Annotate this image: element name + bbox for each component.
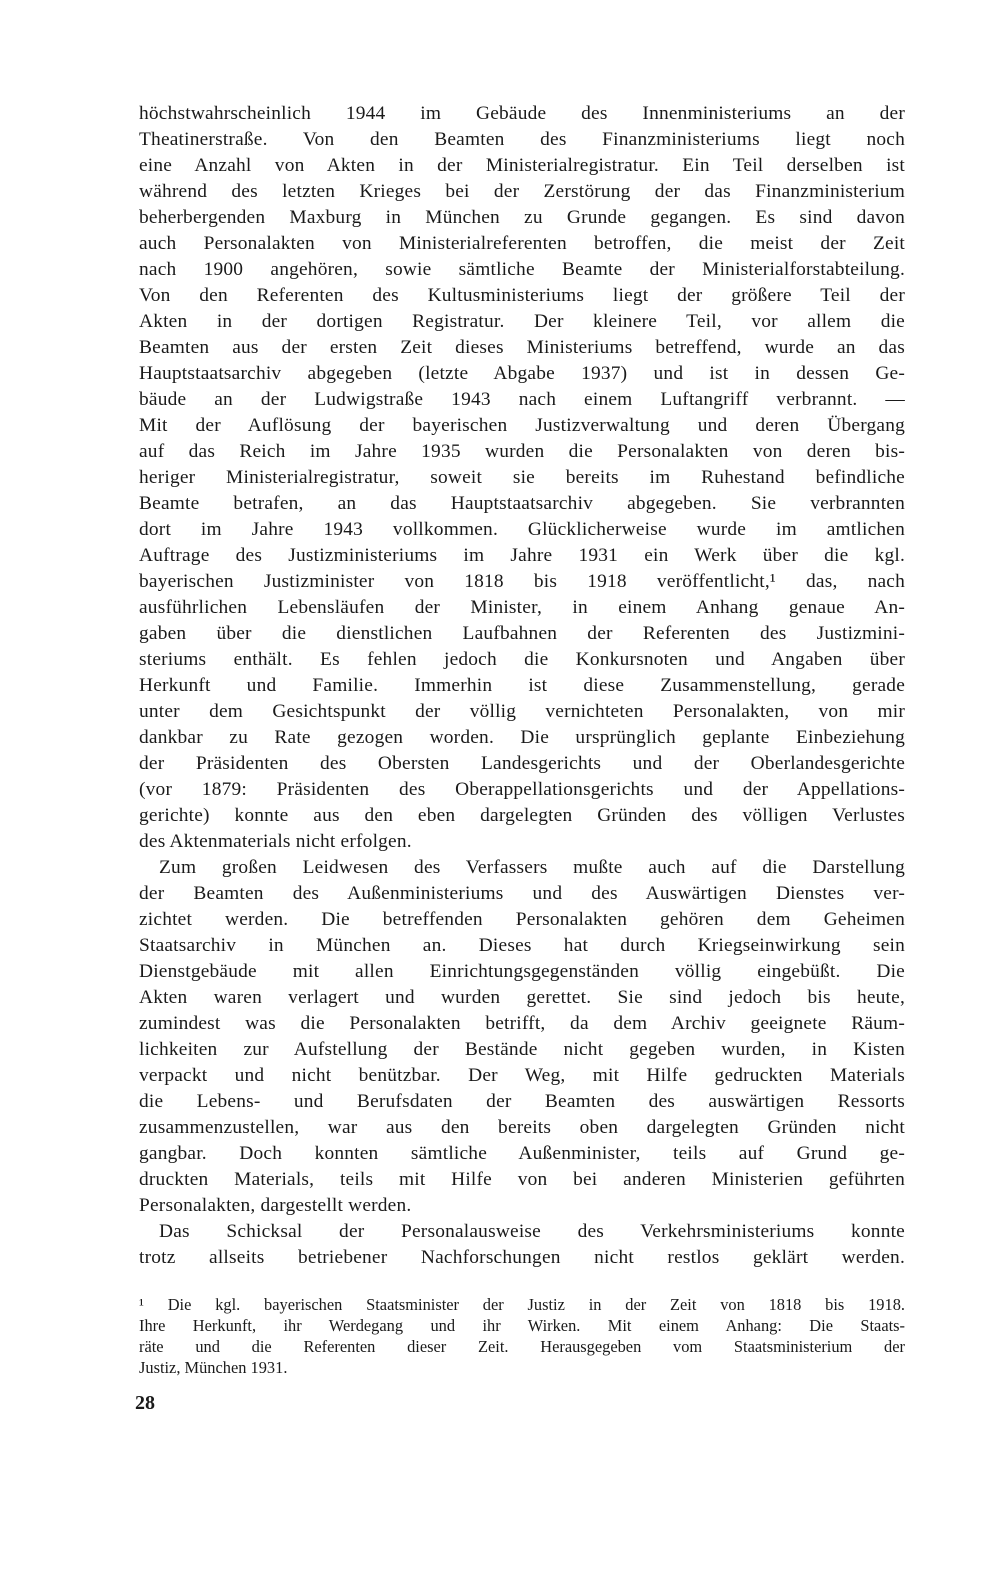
text-line: die Lebens- und Berufsdaten der Beamten des auswärtigen Ressorts xyxy=(139,1091,905,1112)
text-line: verpackt und nicht benützbar. Der Weg, mit Hilfe gedruckten Materials xyxy=(139,1065,905,1086)
text-line: dort im Jahre 1943 vollkommen. Glücklicherweise wurde im amtlichen xyxy=(139,519,905,540)
text-line: der Beamten des Außenministeriums und des Auswärtigen Dienstes ver- xyxy=(139,883,905,904)
text-line: gaben über die dienstlichen Laufbahnen der Referenten des Justizmini- xyxy=(139,623,905,644)
text-line: dankbar zu Rate gezogen worden. Die ursprünglich geplante Einbeziehung xyxy=(139,727,905,748)
text-line: Dienstgebäude mit allen Einrichtungsgegenständen völlig eingebüßt. Die xyxy=(139,961,905,982)
text-line: druckten Materials, teils mit Hilfe von bei anderen Ministerien geführten xyxy=(139,1169,905,1190)
text-line: bäude an der Ludwigstraße 1943 nach einem Luftangriff verbrannt. — xyxy=(139,389,905,410)
text-line: heriger Ministerialregistratur, soweit sie bereits im Ruhestand befindliche xyxy=(139,467,905,488)
text-line: Hauptstaatsarchiv abgegeben (letzte Abgabe 1937) und ist in dessen Ge- xyxy=(139,363,905,384)
text-line: der Präsidenten des Obersten Landesgerichts und der Oberlandesgerichte xyxy=(139,753,905,774)
text-line: Auftrage des Justizministeriums im Jahre 1931 ein Werk über die kgl. xyxy=(139,545,905,566)
text-line: lichkeiten zur Aufstellung der Bestände nicht gegeben wurden, in Kisten xyxy=(139,1039,905,1060)
text-line: Personalakten, dargestellt werden. xyxy=(139,1195,412,1216)
text-line: Herkunft und Familie. Immerhin ist diese Zusammenstellung, gerade xyxy=(139,675,905,696)
text-line: auch Personalakten von Ministerialreferenten betroffen, die meist der Zeit xyxy=(139,233,905,254)
text-line: trotz allseits betriebener Nachforschungen nicht restlos geklärt werden. xyxy=(139,1247,905,1268)
text-line: Beamte betrafen, an das Hauptstaatsarchiv abgegeben. Sie verbrannten xyxy=(139,493,905,514)
footnote-line: Ihre Herkunft, ihr Werdegang und ihr Wirken. Mit einem Anhang: Die Staats- xyxy=(139,1316,905,1335)
text-line: Von den Referenten des Kultusministeriums liegt der größere Teil der xyxy=(139,285,905,306)
text-line: Akten waren verlagert und wurden gerettet. Sie sind jedoch bis heute, xyxy=(139,987,905,1008)
text-line: gerichte) konnte aus den eben dargelegten Gründen des völligen Verlustes xyxy=(139,805,905,826)
text-line: Das Schicksal der Personalausweise des Verkehrsministeriums konnte xyxy=(159,1221,905,1242)
text-line: bayerischen Justizminister von 1818 bis 1918 veröffentlicht,¹ das, nach xyxy=(139,571,905,592)
text-line: zumindest was die Personalakten betrifft, da dem Archiv geeignete Räum- xyxy=(139,1013,905,1034)
text-line: (vor 1879: Präsidenten des Oberappellationsgerichts und der Appellations- xyxy=(139,779,905,800)
text-line: ausführlichen Lebensläufen der Minister, in einem Anhang genaue An- xyxy=(139,597,905,618)
text-line: Mit der Auflösung der bayerischen Justizverwaltung und deren Übergang xyxy=(139,415,905,436)
text-line: nach 1900 angehören, sowie sämtliche Beamte der Ministerialforstabteilung. xyxy=(139,259,905,280)
text-line: eine Anzahl von Akten in der Ministerialregistratur. Ein Teil derselben ist xyxy=(139,155,905,176)
text-line: gangbar. Doch konnten sämtliche Außenminister, teils auf Grund ge- xyxy=(139,1143,905,1164)
text-line: Akten in der dortigen Registratur. Der kleinere Teil, vor allem die xyxy=(139,311,905,332)
footnote-line: ¹ Die kgl. bayerischen Staatsminister der Justiz in der Zeit von 1818 bis 1918. xyxy=(139,1295,905,1314)
body-text xyxy=(139,101,905,1271)
footnote-line: räte und die Referenten dieser Zeit. Herausgegeben vom Staatsministerium der xyxy=(139,1337,905,1356)
text-line: auf das Reich im Jahre 1935 wurden die Personalakten von deren bis- xyxy=(139,441,905,462)
text-line: Zum großen Leidwesen des Verfassers mußte auch auf die Darstellung xyxy=(159,857,905,878)
page-number: 28 xyxy=(135,1392,155,1414)
text-line: Theatinerstraße. Von den Beamten des Finanzministeriums liegt noch xyxy=(139,129,905,150)
text-line: beherbergenden Maxburg in München zu Grunde gegangen. Es sind davon xyxy=(139,207,905,228)
text-line: unter dem Gesichtspunkt der völlig vernichteten Personalakten, von mir xyxy=(139,701,905,722)
footnote xyxy=(139,1294,905,1378)
text-line: steriums enthält. Es fehlen jedoch die Konkursnoten und Angaben über xyxy=(139,649,905,670)
text-line: zusammenzustellen, war aus den bereits oben dargelegten Gründen nicht xyxy=(139,1117,905,1138)
text-line: höchstwahrscheinlich 1944 im Gebäude des Innenministeriums an der xyxy=(139,103,905,124)
text-line: während des letzten Krieges bei der Zerstörung der das Finanzministerium xyxy=(139,181,905,202)
text-line: Beamten aus der ersten Zeit dieses Ministeriums betreffend, wurde an das xyxy=(139,337,905,358)
text-line: Staatsarchiv in München an. Dieses hat durch Kriegseinwirkung sein xyxy=(139,935,905,956)
text-line: des Aktenmaterials nicht erfolgen. xyxy=(139,831,412,852)
text-line: zichtet werden. Die betreffenden Personalakten gehören dem Geheimen xyxy=(139,909,905,930)
footnote-line: Justiz, München 1931. xyxy=(139,1358,288,1377)
